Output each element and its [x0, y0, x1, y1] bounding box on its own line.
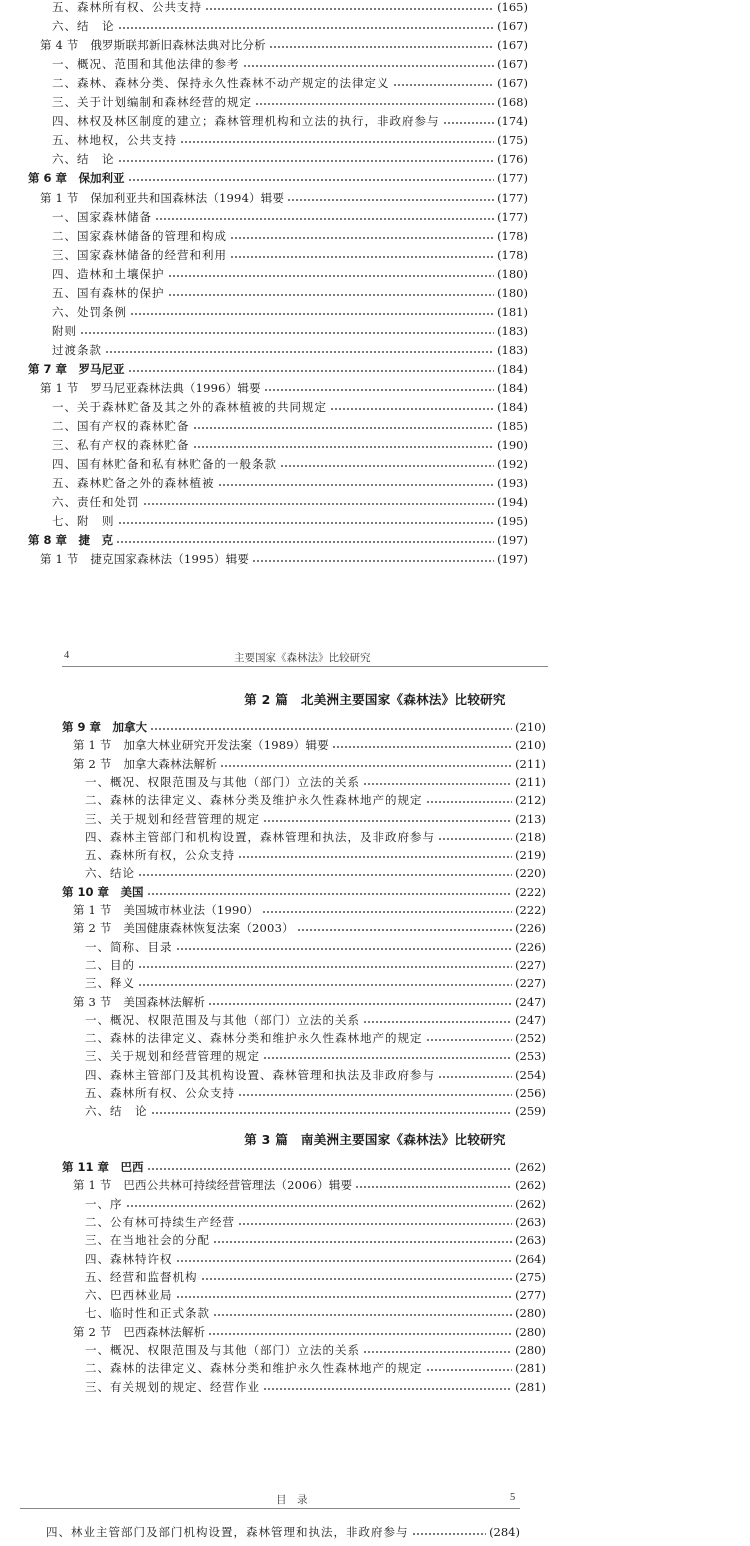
toc-entry-chapter: [62, 1156, 546, 1174]
dot-leader: [218, 484, 495, 486]
dot-leader: [363, 1021, 512, 1023]
toc-entry-page: (281): [515, 1379, 546, 1394]
toc-entry-item: [85, 789, 546, 807]
toc-entry-page: (210): [515, 738, 546, 753]
toc-entry-title: 五、森林所有权、公众支持: [85, 1086, 235, 1100]
toc-entry-page: (218): [515, 829, 546, 844]
toc-entry-item: [52, 339, 528, 357]
toc-entry-page: (194): [497, 495, 528, 510]
toc-entry-page: (183): [497, 323, 528, 338]
toc-entry-title: 一、概况、权限范围及与其他（部门）立法的关系: [85, 774, 360, 789]
toc-entry-chapter: [28, 529, 528, 547]
toc-entry-title: 一、概况、权限范围及与其他（部门）立法的关系: [85, 1012, 360, 1027]
toc-entry-item: [85, 1082, 546, 1100]
toc-entry-item: [52, 301, 528, 319]
toc-entry-page: (213): [515, 811, 546, 826]
toc-entry-title: 三、关于规划和经营管理的规定: [85, 1049, 260, 1064]
toc-entry-page: (222): [515, 903, 546, 917]
toc-entry-title: 一、概况、权限范围及与其他（部门）立法的关系: [85, 1343, 360, 1357]
toc-entry-page: (262): [515, 1196, 546, 1211]
toc-entry-section: [73, 991, 546, 1009]
toc-entry-title: 第 8 章 捷 克: [28, 533, 114, 548]
dot-leader: [238, 1094, 512, 1096]
toc-entry-item: [52, 320, 528, 338]
toc-entry-page: (167): [497, 57, 528, 72]
toc-entry-title: 七、附 则: [52, 514, 115, 529]
toc-entry-title: 三、在当地社会的分配: [85, 1233, 210, 1248]
dot-leader: [118, 27, 495, 29]
toc-entry-title: 第 7 章 罗马尼亚: [28, 361, 125, 376]
toc-entry-page: (222): [515, 884, 546, 899]
dot-leader: [151, 1112, 513, 1114]
dot-leader: [297, 929, 512, 931]
toc-entry-section: [40, 34, 528, 52]
toc-entry-section: [73, 734, 546, 752]
running-title: 主要国家《森林法》比较研究: [234, 653, 371, 664]
toc-entry-title: 五、森林所有权、公共支持: [52, 0, 202, 14]
dot-leader: [138, 874, 512, 876]
dot-leader: [255, 103, 494, 105]
toc-entry-title: 六、责任和处罚: [52, 495, 140, 510]
dot-leader: [393, 84, 495, 86]
dot-leader: [280, 465, 494, 467]
toc-entry-item: [85, 808, 546, 826]
toc-entry-chapter: [62, 716, 546, 734]
dot-leader: [155, 218, 494, 220]
toc-entry-title: 过渡条款: [52, 342, 102, 357]
dot-leader: [269, 46, 494, 48]
dot-leader: [263, 1057, 512, 1059]
toc-entry-page: (262): [515, 1178, 546, 1193]
part-3-title: 第 3 篇 南美洲主要国家《森林法》比较研究: [244, 1132, 506, 1147]
toc-entry-item: [85, 1045, 546, 1063]
toc-entry-page: (259): [515, 1104, 546, 1119]
toc-entry-page: (247): [515, 1012, 546, 1027]
toc-entry-item: [52, 53, 528, 71]
toc-entry-item: [85, 1027, 546, 1045]
toc-entry-title: 第 1 节 保加利亚共和国森林法（1994）辑要: [40, 190, 285, 205]
toc-entry-title: 三、关于规划和经营管理的规定: [85, 811, 260, 826]
dot-leader: [147, 893, 513, 895]
toc-entry-page: (280): [515, 1343, 546, 1357]
toc-entry-page: (252): [515, 1031, 546, 1046]
toc-entry-title: 三、私有产权的森林贮备: [52, 438, 190, 453]
dot-leader: [363, 1351, 512, 1353]
toc-entry-page: (177): [497, 171, 528, 186]
toc-entry-item: [52, 415, 528, 433]
dot-leader: [213, 1241, 512, 1243]
toc-entry-item: [85, 954, 546, 972]
dot-leader: [438, 1076, 512, 1078]
toc-entry-item: [52, 0, 528, 14]
toc-entry-title: 四、森林特许权: [85, 1251, 173, 1266]
toc-entry-page: (197): [497, 552, 528, 567]
dot-leader: [230, 256, 494, 258]
toc-entry-title: 七、临时性和正式条款: [85, 1306, 210, 1321]
dot-leader: [180, 141, 494, 143]
dot-leader: [205, 8, 494, 10]
part-2-title: 第 2 篇 北美洲主要国家《森林法》比较研究: [244, 692, 506, 707]
toc-entry-page: (197): [497, 533, 528, 548]
toc-entry-page: (175): [497, 133, 528, 148]
toc-entry-section: [73, 899, 546, 917]
toc-entry-page: (226): [515, 939, 546, 954]
dot-leader: [330, 408, 494, 410]
toc-entry-item: [85, 1302, 546, 1320]
toc-entry-title: 第 4 节 俄罗斯联邦新旧森林法典对比分析: [40, 38, 266, 53]
page-number: 4: [64, 650, 70, 661]
toc-entry-item: [85, 1357, 546, 1375]
toc-entry-page: (165): [497, 0, 528, 14]
dot-leader: [363, 783, 512, 785]
toc-entry-page: (177): [497, 209, 528, 224]
toc-entry-item: [52, 434, 528, 452]
toc-entry-title: 一、概况、范围和其他法律的参考: [52, 57, 240, 72]
dot-leader: [412, 1533, 487, 1535]
toc-entry-title: 二、森林、森林分类、保持永久性森林不动产规定的法律定义: [52, 76, 390, 91]
toc-entry-page: (264): [515, 1251, 546, 1266]
toc-entry-page: (210): [515, 720, 546, 734]
toc-entry-page: (193): [497, 476, 528, 491]
toc-entry-title: 二、国有产权的森林贮备: [52, 419, 190, 434]
toc-entry-page: (280): [515, 1306, 546, 1321]
toc-entry-page: (227): [515, 957, 546, 972]
toc-entry-page: (184): [497, 400, 528, 415]
toc-entry-item: [52, 282, 528, 300]
toc-entry-section: [40, 377, 528, 395]
toc-entry-item: [52, 510, 528, 528]
toc-entry-page: (247): [515, 994, 546, 1009]
toc-entry-title: 第 2 节 加拿大森林法解析: [73, 756, 217, 771]
toc-entry-title: 五、森林贮备之外的森林植被: [52, 476, 215, 491]
header-rule: [62, 666, 548, 667]
toc-entry-page: (181): [497, 304, 528, 319]
toc-entry-page: (183): [497, 342, 528, 357]
toc-entry-section: [73, 917, 546, 935]
toc-entry-page: (281): [515, 1361, 546, 1376]
toc-entry-page: (178): [497, 247, 528, 262]
toc-entry-title: 六、处罚条例: [52, 304, 127, 319]
dot-leader: [230, 237, 494, 239]
toc-entry-title: 第 9 章 加拿大: [62, 720, 148, 734]
dot-leader: [355, 1186, 512, 1188]
toc-entry-page: (254): [515, 1067, 546, 1082]
dot-leader: [193, 427, 495, 429]
toc-entry-page: (226): [515, 921, 546, 936]
toc-entry-chapter: [28, 167, 528, 185]
dot-leader: [130, 313, 494, 315]
dot-leader: [168, 294, 495, 296]
dot-leader: [438, 838, 512, 840]
toc-entry-title: 第 2 节 巴西森林法解析: [73, 1324, 206, 1339]
toc-entry-title: 二、目的: [85, 957, 135, 972]
toc-entry-page: (212): [515, 793, 546, 808]
toc-entry-title: 四、森林主管部门及其机构设置、森林管理和执法及非政府参与: [85, 1067, 435, 1082]
toc-entry-item: [85, 1009, 546, 1027]
dot-leader: [80, 332, 494, 334]
dot-leader: [238, 1223, 512, 1225]
dot-leader: [143, 503, 495, 505]
dot-leader: [208, 1333, 512, 1335]
toc-entry-page: (180): [497, 266, 528, 281]
toc-entry-item: [52, 129, 528, 147]
toc-entry-page: (280): [515, 1324, 546, 1339]
toc-entry-page: (184): [497, 381, 528, 395]
toc-entry-page: (195): [497, 514, 528, 529]
toc-page-1: [0, 0, 750, 570]
toc-entry-page: (256): [515, 1086, 546, 1100]
toc-entry-page: (211): [515, 774, 546, 789]
dot-leader: [213, 1314, 512, 1316]
toc-entry-item: [52, 263, 528, 281]
dot-leader: [116, 541, 494, 543]
dot-leader: [426, 1039, 513, 1041]
dot-leader: [208, 1003, 512, 1005]
toc-entry-item: [85, 1064, 546, 1082]
dot-leader: [238, 856, 512, 858]
dot-leader: [118, 522, 495, 524]
toc-entry-title: 二、森林的法律定义、森林分类及维护永久性森林地产的规定: [85, 793, 423, 808]
toc-entry-item: [85, 1266, 546, 1284]
toc-entry-page: (174): [497, 114, 528, 129]
toc-entry-page: (167): [497, 76, 528, 91]
toc-entry-page: (180): [497, 285, 528, 300]
toc-entry-title: 第 11 章 巴西: [62, 1160, 144, 1174]
toc-entry-item: [85, 1193, 546, 1211]
dot-leader: [287, 199, 494, 201]
toc-entry-page: (275): [515, 1269, 546, 1284]
toc-entry-item: [52, 15, 528, 33]
dot-leader: [118, 160, 495, 162]
toc-entry-item: [85, 1100, 546, 1118]
toc-entry-title: 六、结 论: [52, 19, 115, 34]
toc-entry-title: 三、有关规划的规定、经营作业: [85, 1379, 260, 1394]
toc-entry-title: 附则: [52, 323, 77, 338]
toc-entry-item: [85, 844, 546, 862]
toc-entry-title: 四、造林和土壤保护: [52, 266, 165, 281]
toc-entry-section: [40, 548, 528, 566]
toc-entry-section: [40, 187, 528, 205]
toc-entry-section: [73, 753, 546, 771]
dot-leader: [138, 984, 512, 986]
toc-entry-page: (185): [497, 419, 528, 434]
toc-entry-page: (219): [515, 848, 546, 863]
dot-leader: [168, 275, 495, 277]
toc-entry-title: 四、林权及林区制度的建立；森林管理机构和立法的执行，非政府参与: [52, 114, 440, 129]
toc-entry-title: 三、释义: [85, 976, 135, 991]
toc-entry-page: (227): [515, 976, 546, 991]
toc-entry-title: 二、国家森林储备的管理和构成: [52, 228, 227, 243]
toc-entry-item: [52, 148, 528, 166]
dot-leader: [263, 820, 512, 822]
toc-entry-item: [52, 244, 528, 262]
toc-entry-title: 五、森林所有权，公众支持: [85, 848, 235, 863]
dot-leader: [426, 801, 513, 803]
toc-entry-chapter: [62, 881, 546, 899]
toc-entry-item: [52, 396, 528, 414]
toc-entry-title: 五、国有森林的保护: [52, 285, 165, 300]
toc-entry-item: [52, 72, 528, 90]
dot-leader: [264, 389, 494, 391]
toc-entry-page: (167): [497, 19, 528, 34]
toc-entry-page: (192): [497, 457, 528, 472]
toc-entry-item: [52, 206, 528, 224]
dot-leader: [243, 65, 495, 67]
toc-entry-item: [85, 1229, 546, 1247]
toc-entry-title: 第 2 节 美国健康森林恢复法案（2003）: [73, 921, 294, 936]
toc-entry-title: 第 6 章 保加利亚: [28, 171, 125, 186]
dot-leader: [443, 122, 495, 124]
dot-leader: [201, 1278, 513, 1280]
dot-leader: [332, 746, 512, 748]
dot-leader: [176, 948, 513, 950]
dot-leader: [252, 560, 494, 562]
toc-entry-item: [52, 110, 528, 128]
toc-entry-title: 四、林业主管部门及部门机构设置，森林管理和执法，非政府参与: [46, 1525, 409, 1539]
toc-entry-title: 二、森林的法律定义、森林分类和维护永久性森林地产的规定: [85, 1031, 423, 1046]
toc-entry-title: 四、国有林贮备和私有林贮备的一般条款: [52, 457, 277, 472]
toc-entry-title: 一、简称、目录: [85, 939, 173, 954]
toc-entry-item: [52, 453, 528, 471]
toc-entry-item: [85, 972, 546, 990]
dot-leader: [126, 1205, 513, 1207]
toc-entry-page: (184): [497, 361, 528, 376]
toc-entry-page: (176): [497, 152, 528, 167]
toc-entry-page: (168): [497, 95, 528, 110]
toc-entry-title: 第 3 节 美国森林法解析: [73, 994, 206, 1009]
toc-entry-title: 六、结 论: [52, 152, 115, 167]
dot-leader: [105, 351, 494, 353]
toc-entry-item: [85, 1339, 546, 1357]
dot-leader: [426, 1369, 513, 1371]
toc-entry-section: [73, 1321, 546, 1339]
toc-entry-page: (178): [497, 228, 528, 243]
running-title: 目 录: [276, 1495, 308, 1506]
toc-entry-title: 第 1 节 捷克国家森林法（1995）辑要: [40, 552, 250, 567]
toc-entry-page: (277): [515, 1288, 546, 1303]
toc-entry-page: (253): [515, 1049, 546, 1064]
dot-leader: [128, 179, 495, 181]
toc-entry-item: [85, 826, 546, 844]
toc-entry-title: 第 1 节 罗马尼亚森林法典（1996）辑要: [40, 381, 261, 395]
toc-entry-title: 三、国家森林储备的经营和利用: [52, 247, 227, 262]
toc-entry-title: 一、国家森林储备: [52, 209, 152, 224]
toc-entry-page: (263): [515, 1233, 546, 1248]
toc-entry-item: [85, 771, 546, 789]
dot-leader: [128, 370, 495, 372]
toc-entry-page: (177): [497, 190, 528, 205]
toc-entry-page: (263): [515, 1214, 546, 1229]
toc-entry-item: [85, 1248, 546, 1266]
toc-entry-item: [85, 862, 546, 880]
toc-entry-item: [85, 1376, 546, 1394]
dot-leader: [176, 1296, 513, 1298]
toc-entry-item: [85, 1211, 546, 1229]
toc-entry-title: 第 10 章 美国: [62, 884, 144, 899]
toc-entry-item: [52, 472, 528, 490]
toc-entry-title: 第 1 节 巴西公共林可持续经营管理法（2006）辑要: [73, 1178, 353, 1193]
toc-entry-title: 第 1 节 美国城市林业法（1990）: [73, 903, 259, 917]
toc-entry-item: [52, 491, 528, 509]
dot-leader: [193, 446, 495, 448]
toc-entry-title: 三、关于计划编制和森林经营的规定: [52, 95, 252, 110]
toc-entry-item: [85, 1284, 546, 1302]
toc-entry-page: (262): [515, 1160, 546, 1174]
toc-entry-title: 六、结论: [85, 866, 135, 881]
toc-entry-page: (284): [489, 1525, 520, 1539]
toc-entry-page: (167): [497, 38, 528, 53]
dot-leader: [150, 728, 512, 730]
toc-entry-page: (190): [497, 438, 528, 453]
toc-entry-section: [73, 1174, 546, 1192]
toc-entry-title: 五、经营和监督机构: [85, 1269, 198, 1284]
dot-leader: [262, 911, 512, 913]
toc-entry-title: 二、公有林可持续生产经营: [85, 1214, 235, 1229]
toc-entry-title: 六、巴西林业局: [85, 1288, 173, 1303]
toc-entry-page: (220): [515, 866, 546, 881]
toc-entry-item: [85, 936, 546, 954]
toc-entry-chapter: [28, 358, 528, 376]
toc-entry-item: [46, 1521, 520, 1539]
toc-entry-title: 二、森林的法律定义、森林分类和维护永久性森林地产的规定: [85, 1361, 423, 1376]
dot-leader: [263, 1388, 512, 1390]
toc-entry-title: 五、林地权，公共支持: [52, 133, 177, 148]
toc-entry-title: 第 1 节 加拿大林业研究开发法案（1989）辑要: [73, 738, 329, 753]
dot-leader: [176, 1260, 513, 1262]
toc-entry-title: 六、结 论: [85, 1104, 148, 1119]
toc-entry-title: 四、森林主管部门和机构设置，森林管理和执法，及非政府参与: [85, 829, 435, 844]
toc-entry-item: [52, 91, 528, 109]
toc-entry-title: 一、关于森林贮备及其之外的森林植被的共同规定: [52, 400, 327, 415]
page-number: 5: [510, 1492, 516, 1503]
toc-entry-item: [52, 225, 528, 243]
toc-entry-page: (211): [515, 756, 546, 771]
dot-leader: [147, 1168, 513, 1170]
toc-entry-title: 一、序: [85, 1196, 123, 1211]
dot-leader: [220, 765, 512, 767]
header-rule: [20, 1508, 520, 1509]
dot-leader: [138, 966, 512, 968]
